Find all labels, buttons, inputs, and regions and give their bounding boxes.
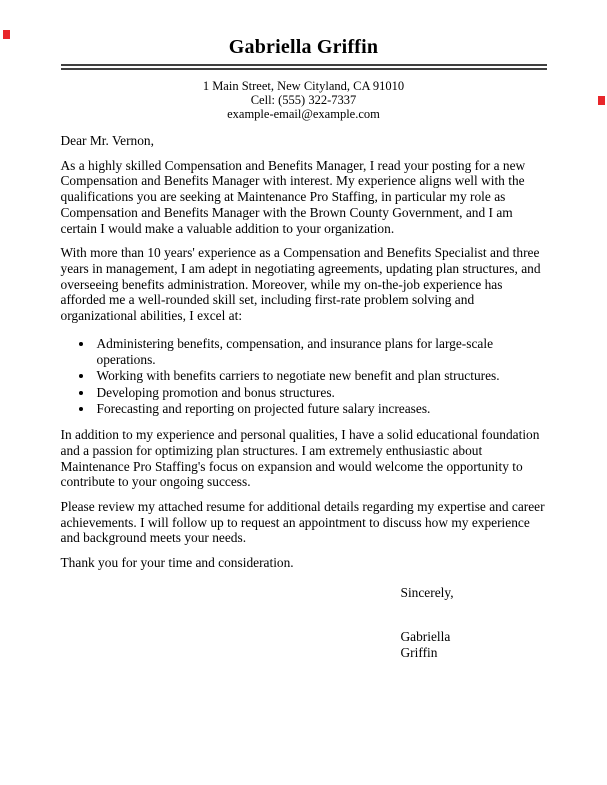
skill-item: • Forecasting and reporting on projected future salary increases. bbox=[94, 401, 547, 417]
letterhead bbox=[0, 0, 607, 121]
contact-phone: Cell: (555) 322-7337 bbox=[250, 93, 357, 107]
signature-last-name: Griffin bbox=[400, 644, 438, 660]
letter-body bbox=[61, 133, 547, 661]
skill-item: • Developing promotion and bonus structures. bbox=[94, 385, 547, 401]
red-edge-mark-right bbox=[598, 96, 605, 105]
signature-block bbox=[401, 629, 547, 661]
contact-block bbox=[0, 79, 607, 121]
skill-item: • Working with benefits carriers to negotiate new benefit and plan structures. bbox=[94, 368, 547, 384]
header-double-rule bbox=[61, 64, 547, 70]
paragraph-thanks: Thank you for your time and consideration. bbox=[60, 555, 294, 571]
paragraph-resume: Please review my attached resume for additional details regarding my expertise and career achievements. I will follow up to request an appointment to discuss how my experience and background meets your needs. bbox=[60, 499, 545, 546]
skill-item: • Administering benefits, compensation, and insurance plans for large-scale operations. bbox=[94, 336, 547, 369]
contact-email: example-email@example.com bbox=[227, 107, 380, 121]
contact-address: 1 Main Street, New Cityland, CA 91010 bbox=[202, 79, 405, 93]
salutation: Dear Mr. Vernon, bbox=[60, 133, 154, 148]
skills-list bbox=[61, 336, 547, 417]
paragraph-intro: As a highly skilled Compensation and Benefits Manager, I read your posting for a new Compensation and Benefits Manager with interest. My experience aligns well with the qualifications you are seeking at Maintenance Pro Staffing, in particular my role as Compensation and Benefits Manager with the Brown County Government, and I am certain I would make a valuable addition to your organization. bbox=[60, 157, 526, 236]
red-edge-mark-left bbox=[3, 30, 10, 39]
person-name: Gabriella Griffin bbox=[228, 36, 379, 58]
paragraph-experience: With more than 10 years' experience as a Compensation and Benefits Specialist and three years in management, I am adept in negotiating agreements, updating plan structures, and overseeing benefits administration. Moreover, while my on-the-job experience has afforded me a well-rounded skill set, including first-rate problem solving and organizational abilities, I excel at: bbox=[60, 245, 541, 324]
paragraph-education: In addition to my experience and personal qualities, I have a solid educational foundation and a passion for optimizing plan structures. I am extremely enthusiastic about Maintenance Pro Staffing's focus on expansion and would welcome the opportunity to contribute to your ongoing success. bbox=[60, 427, 540, 490]
signature-first-name: Gabriella bbox=[400, 628, 451, 644]
signoff: Sincerely, bbox=[400, 584, 454, 600]
